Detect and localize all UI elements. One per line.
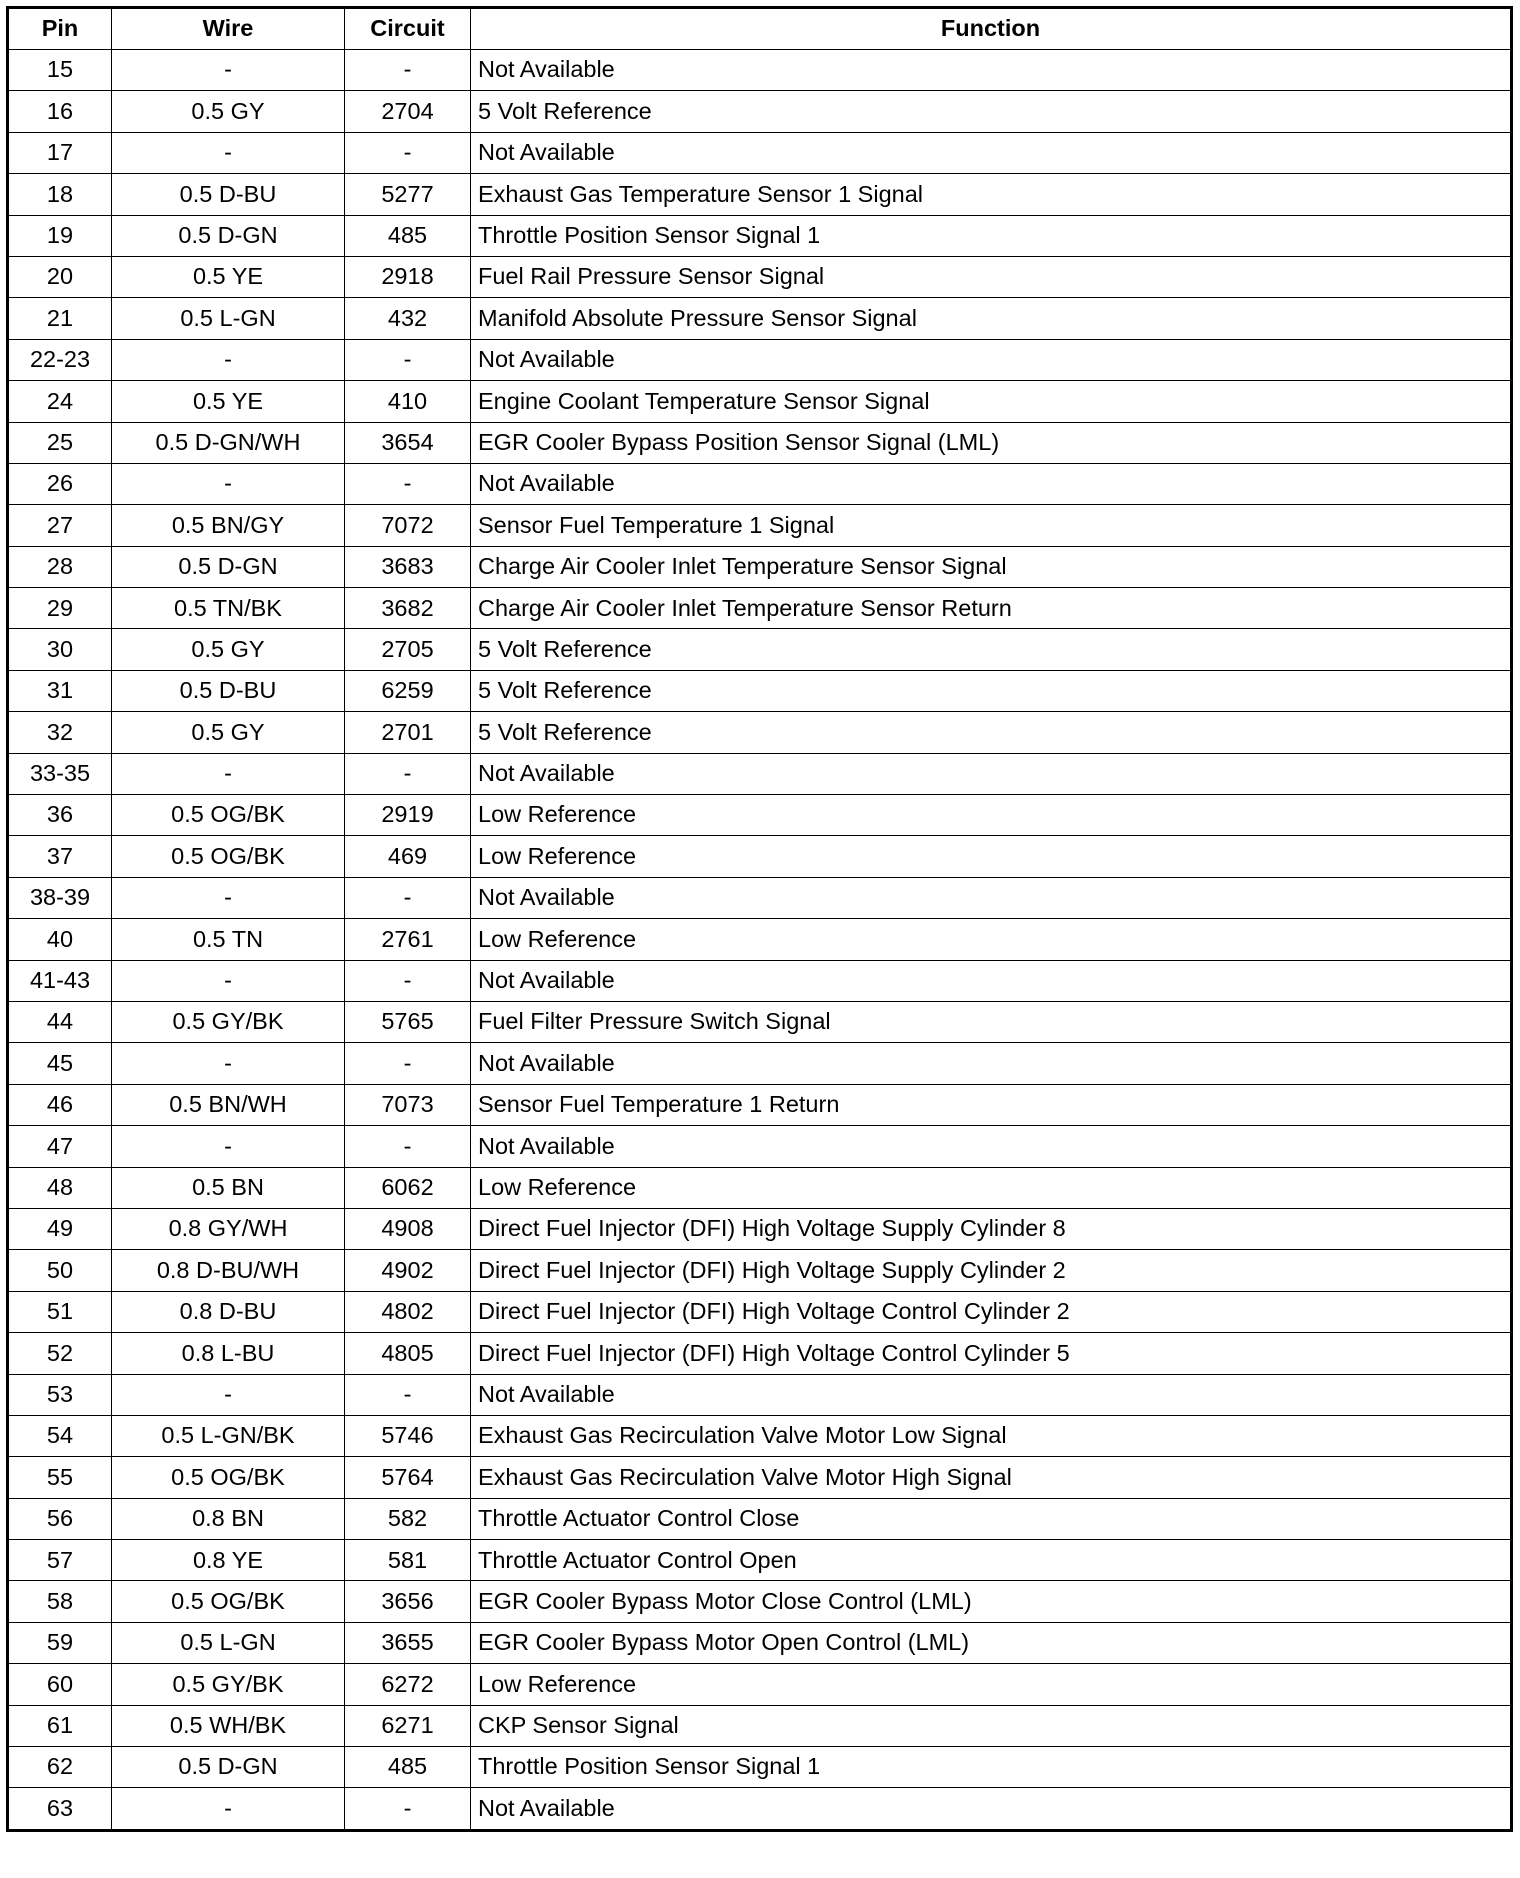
pin-cell: 50 bbox=[8, 1250, 112, 1291]
header-row bbox=[8, 8, 1512, 50]
column-header-pin: Pin bbox=[8, 8, 112, 50]
wire-cell: - bbox=[112, 463, 345, 504]
column-header-wire: Wire bbox=[112, 8, 345, 50]
function-cell: Low Reference bbox=[471, 1167, 1512, 1208]
table-row bbox=[8, 339, 1512, 380]
pin-cell: 52 bbox=[8, 1333, 112, 1374]
wire-cell: 0.5 GY bbox=[112, 91, 345, 132]
pin-cell: 25 bbox=[8, 422, 112, 463]
pin-cell: 20 bbox=[8, 256, 112, 297]
table-row bbox=[8, 505, 1512, 546]
pin-cell: 24 bbox=[8, 381, 112, 422]
pin-cell: 62 bbox=[8, 1747, 112, 1788]
pin-cell: 51 bbox=[8, 1291, 112, 1332]
table-row bbox=[8, 1167, 1512, 1208]
function-cell: Not Available bbox=[471, 339, 1512, 380]
wire-cell: 0.5 TN bbox=[112, 919, 345, 960]
circuit-cell: 2919 bbox=[345, 795, 471, 836]
wire-cell: 0.5 D-BU bbox=[112, 670, 345, 711]
circuit-cell: 3656 bbox=[345, 1581, 471, 1622]
circuit-cell: 7072 bbox=[345, 505, 471, 546]
column-header-function: Function bbox=[471, 8, 1512, 50]
wire-cell: 0.5 TN/BK bbox=[112, 588, 345, 629]
pin-cell: 54 bbox=[8, 1415, 112, 1456]
wire-cell: 0.8 D-BU bbox=[112, 1291, 345, 1332]
circuit-cell: 4805 bbox=[345, 1333, 471, 1374]
circuit-cell: - bbox=[345, 1788, 471, 1830]
table-row bbox=[8, 215, 1512, 256]
circuit-cell: 5764 bbox=[345, 1457, 471, 1498]
table-row bbox=[8, 960, 1512, 1001]
table-row bbox=[8, 1084, 1512, 1125]
wire-cell: 0.5 D-BU bbox=[112, 174, 345, 215]
table-row bbox=[8, 1622, 1512, 1663]
pin-cell: 26 bbox=[8, 463, 112, 504]
function-cell: Direct Fuel Injector (DFI) High Voltage Control Cylinder 5 bbox=[471, 1333, 1512, 1374]
pin-cell: 33-35 bbox=[8, 753, 112, 794]
pin-cell: 58 bbox=[8, 1581, 112, 1622]
table-row bbox=[8, 298, 1512, 339]
wire-cell: 0.5 D-GN bbox=[112, 1747, 345, 1788]
wire-cell: - bbox=[112, 753, 345, 794]
pin-cell: 47 bbox=[8, 1126, 112, 1167]
table-row bbox=[8, 1250, 1512, 1291]
table-row bbox=[8, 463, 1512, 504]
pin-cell: 49 bbox=[8, 1208, 112, 1249]
wire-cell: 0.8 YE bbox=[112, 1540, 345, 1581]
pin-cell: 46 bbox=[8, 1084, 112, 1125]
wire-cell: 0.5 OG/BK bbox=[112, 1457, 345, 1498]
function-cell: Not Available bbox=[471, 132, 1512, 173]
circuit-cell: - bbox=[345, 753, 471, 794]
circuit-cell: - bbox=[345, 463, 471, 504]
pin-cell: 32 bbox=[8, 712, 112, 753]
function-cell: Not Available bbox=[471, 1788, 1512, 1830]
table-row bbox=[8, 50, 1512, 91]
pin-cell: 40 bbox=[8, 919, 112, 960]
wire-cell: 0.5 GY/BK bbox=[112, 1001, 345, 1042]
circuit-cell: 4802 bbox=[345, 1291, 471, 1332]
function-cell: EGR Cooler Bypass Motor Open Control (LML) bbox=[471, 1622, 1512, 1663]
circuit-cell: 410 bbox=[345, 381, 471, 422]
circuit-cell: - bbox=[345, 960, 471, 1001]
table-row bbox=[8, 1664, 1512, 1705]
pin-cell: 22-23 bbox=[8, 339, 112, 380]
function-cell: Low Reference bbox=[471, 795, 1512, 836]
table-row bbox=[8, 629, 1512, 670]
circuit-cell: 7073 bbox=[345, 1084, 471, 1125]
function-cell: Throttle Position Sensor Signal 1 bbox=[471, 1747, 1512, 1788]
table-row bbox=[8, 1333, 1512, 1374]
table-row bbox=[8, 588, 1512, 629]
pin-cell: 28 bbox=[8, 546, 112, 587]
circuit-cell: 3654 bbox=[345, 422, 471, 463]
circuit-cell: 4902 bbox=[345, 1250, 471, 1291]
function-cell: Fuel Filter Pressure Switch Signal bbox=[471, 1001, 1512, 1042]
function-cell: EGR Cooler Bypass Motor Close Control (LML) bbox=[471, 1581, 1512, 1622]
function-cell: Charge Air Cooler Inlet Temperature Sensor Return bbox=[471, 588, 1512, 629]
pin-cell: 59 bbox=[8, 1622, 112, 1663]
wire-cell: - bbox=[112, 50, 345, 91]
circuit-cell: 5746 bbox=[345, 1415, 471, 1456]
wire-cell: 0.5 GY bbox=[112, 712, 345, 753]
wire-cell: - bbox=[112, 1788, 345, 1830]
function-cell: Not Available bbox=[471, 1043, 1512, 1084]
pin-cell: 36 bbox=[8, 795, 112, 836]
wire-cell: - bbox=[112, 1043, 345, 1084]
pin-cell: 60 bbox=[8, 1664, 112, 1705]
table-row bbox=[8, 877, 1512, 918]
wire-cell: - bbox=[112, 877, 345, 918]
connector-pinout-table bbox=[6, 6, 1513, 1832]
function-cell: Charge Air Cooler Inlet Temperature Sensor Signal bbox=[471, 546, 1512, 587]
circuit-cell: 2704 bbox=[345, 91, 471, 132]
table-row bbox=[8, 795, 1512, 836]
pin-cell: 15 bbox=[8, 50, 112, 91]
wire-cell: - bbox=[112, 1374, 345, 1415]
circuit-cell: 4908 bbox=[345, 1208, 471, 1249]
wire-cell: - bbox=[112, 132, 345, 173]
table-row bbox=[8, 1291, 1512, 1332]
pin-cell: 19 bbox=[8, 215, 112, 256]
pin-cell: 21 bbox=[8, 298, 112, 339]
wire-cell: 0.5 WH/BK bbox=[112, 1705, 345, 1746]
pin-cell: 38-39 bbox=[8, 877, 112, 918]
function-cell: 5 Volt Reference bbox=[471, 91, 1512, 132]
pin-cell: 37 bbox=[8, 836, 112, 877]
table-row bbox=[8, 753, 1512, 794]
function-cell: 5 Volt Reference bbox=[471, 712, 1512, 753]
function-cell: Not Available bbox=[471, 877, 1512, 918]
wire-cell: 0.5 BN/WH bbox=[112, 1084, 345, 1125]
function-cell: Not Available bbox=[471, 1374, 1512, 1415]
pin-cell: 44 bbox=[8, 1001, 112, 1042]
circuit-cell: 6062 bbox=[345, 1167, 471, 1208]
pin-cell: 55 bbox=[8, 1457, 112, 1498]
table-row bbox=[8, 381, 1512, 422]
wire-cell: 0.5 D-GN/WH bbox=[112, 422, 345, 463]
wire-cell: 0.5 OG/BK bbox=[112, 836, 345, 877]
function-cell: Direct Fuel Injector (DFI) High Voltage Control Cylinder 2 bbox=[471, 1291, 1512, 1332]
function-cell: Engine Coolant Temperature Sensor Signal bbox=[471, 381, 1512, 422]
function-cell: Not Available bbox=[471, 50, 1512, 91]
wire-cell: 0.5 L-GN bbox=[112, 1622, 345, 1663]
pin-cell: 30 bbox=[8, 629, 112, 670]
circuit-cell: 6272 bbox=[345, 1664, 471, 1705]
circuit-cell: 581 bbox=[345, 1540, 471, 1581]
pin-cell: 45 bbox=[8, 1043, 112, 1084]
wire-cell: 0.5 D-GN bbox=[112, 546, 345, 587]
wire-cell: 0.5 L-GN/BK bbox=[112, 1415, 345, 1456]
function-cell: CKP Sensor Signal bbox=[471, 1705, 1512, 1746]
pin-cell: 53 bbox=[8, 1374, 112, 1415]
function-cell: Fuel Rail Pressure Sensor Signal bbox=[471, 256, 1512, 297]
function-cell: Direct Fuel Injector (DFI) High Voltage Supply Cylinder 2 bbox=[471, 1250, 1512, 1291]
pin-cell: 56 bbox=[8, 1498, 112, 1539]
circuit-cell: 2918 bbox=[345, 256, 471, 297]
table-row bbox=[8, 1747, 1512, 1788]
circuit-cell: 2761 bbox=[345, 919, 471, 960]
circuit-cell: - bbox=[345, 50, 471, 91]
circuit-cell: - bbox=[345, 1374, 471, 1415]
function-cell: Direct Fuel Injector (DFI) High Voltage Supply Cylinder 8 bbox=[471, 1208, 1512, 1249]
function-cell: Low Reference bbox=[471, 1664, 1512, 1705]
function-cell: Exhaust Gas Recirculation Valve Motor Low Signal bbox=[471, 1415, 1512, 1456]
wire-cell: 0.8 D-BU/WH bbox=[112, 1250, 345, 1291]
table-row bbox=[8, 132, 1512, 173]
wire-cell: 0.8 GY/WH bbox=[112, 1208, 345, 1249]
wire-cell: 0.5 L-GN bbox=[112, 298, 345, 339]
wire-cell: 0.5 OG/BK bbox=[112, 795, 345, 836]
table-row bbox=[8, 670, 1512, 711]
wire-cell: 0.5 BN/GY bbox=[112, 505, 345, 546]
wire-cell: - bbox=[112, 1126, 345, 1167]
function-cell: Not Available bbox=[471, 1126, 1512, 1167]
function-cell: Not Available bbox=[471, 960, 1512, 1001]
circuit-cell: 3683 bbox=[345, 546, 471, 587]
circuit-cell: - bbox=[345, 877, 471, 918]
wire-cell: 0.5 D-GN bbox=[112, 215, 345, 256]
table-row bbox=[8, 919, 1512, 960]
function-cell: Exhaust Gas Recirculation Valve Motor High Signal bbox=[471, 1457, 1512, 1498]
table-row bbox=[8, 422, 1512, 463]
circuit-cell: 485 bbox=[345, 1747, 471, 1788]
table-row bbox=[8, 91, 1512, 132]
pin-cell: 48 bbox=[8, 1167, 112, 1208]
wire-cell: 0.5 YE bbox=[112, 256, 345, 297]
table-row bbox=[8, 174, 1512, 215]
function-cell: EGR Cooler Bypass Position Sensor Signal (LML) bbox=[471, 422, 1512, 463]
circuit-cell: - bbox=[345, 339, 471, 380]
table-row bbox=[8, 1208, 1512, 1249]
table-row bbox=[8, 1705, 1512, 1746]
function-cell: Sensor Fuel Temperature 1 Return bbox=[471, 1084, 1512, 1125]
circuit-cell: 582 bbox=[345, 1498, 471, 1539]
function-cell: Manifold Absolute Pressure Sensor Signal bbox=[471, 298, 1512, 339]
function-cell: 5 Volt Reference bbox=[471, 670, 1512, 711]
pin-cell: 63 bbox=[8, 1788, 112, 1830]
table-row bbox=[8, 1415, 1512, 1456]
table-row bbox=[8, 1126, 1512, 1167]
circuit-cell: 5277 bbox=[345, 174, 471, 215]
circuit-cell: 6259 bbox=[345, 670, 471, 711]
circuit-cell: 2701 bbox=[345, 712, 471, 753]
circuit-cell: - bbox=[345, 1126, 471, 1167]
table-row bbox=[8, 1457, 1512, 1498]
table-header bbox=[8, 8, 1512, 50]
wire-cell: - bbox=[112, 339, 345, 380]
function-cell: Throttle Actuator Control Close bbox=[471, 1498, 1512, 1539]
pin-cell: 29 bbox=[8, 588, 112, 629]
table-row bbox=[8, 1043, 1512, 1084]
function-cell: 5 Volt Reference bbox=[471, 629, 1512, 670]
table-row bbox=[8, 256, 1512, 297]
table-row bbox=[8, 546, 1512, 587]
table-row bbox=[8, 1540, 1512, 1581]
circuit-cell: 3655 bbox=[345, 1622, 471, 1663]
function-cell: Throttle Position Sensor Signal 1 bbox=[471, 215, 1512, 256]
circuit-cell: - bbox=[345, 132, 471, 173]
function-cell: Sensor Fuel Temperature 1 Signal bbox=[471, 505, 1512, 546]
table-body bbox=[8, 50, 1512, 1831]
table-row bbox=[8, 1498, 1512, 1539]
pin-cell: 16 bbox=[8, 91, 112, 132]
column-header-circuit: Circuit bbox=[345, 8, 471, 50]
pin-cell: 41-43 bbox=[8, 960, 112, 1001]
function-cell: Low Reference bbox=[471, 919, 1512, 960]
wire-cell: 0.5 OG/BK bbox=[112, 1581, 345, 1622]
table-row bbox=[8, 1374, 1512, 1415]
pin-cell: 17 bbox=[8, 132, 112, 173]
table-row bbox=[8, 1788, 1512, 1830]
table-row bbox=[8, 712, 1512, 753]
function-cell: Throttle Actuator Control Open bbox=[471, 1540, 1512, 1581]
function-cell: Low Reference bbox=[471, 836, 1512, 877]
circuit-cell: 5765 bbox=[345, 1001, 471, 1042]
wire-cell: 0.5 BN bbox=[112, 1167, 345, 1208]
wire-cell: 0.5 GY/BK bbox=[112, 1664, 345, 1705]
circuit-cell: 485 bbox=[345, 215, 471, 256]
function-cell: Not Available bbox=[471, 753, 1512, 794]
pin-cell: 61 bbox=[8, 1705, 112, 1746]
function-cell: Exhaust Gas Temperature Sensor 1 Signal bbox=[471, 174, 1512, 215]
table-row bbox=[8, 836, 1512, 877]
circuit-cell: 469 bbox=[345, 836, 471, 877]
pin-cell: 27 bbox=[8, 505, 112, 546]
circuit-cell: 432 bbox=[345, 298, 471, 339]
circuit-cell: 6271 bbox=[345, 1705, 471, 1746]
pin-cell: 31 bbox=[8, 670, 112, 711]
function-cell: Not Available bbox=[471, 463, 1512, 504]
wire-cell: 0.8 BN bbox=[112, 1498, 345, 1539]
circuit-cell: 3682 bbox=[345, 588, 471, 629]
wire-cell: 0.5 YE bbox=[112, 381, 345, 422]
wire-cell: 0.8 L-BU bbox=[112, 1333, 345, 1374]
table-row bbox=[8, 1581, 1512, 1622]
pin-cell: 57 bbox=[8, 1540, 112, 1581]
wire-cell: - bbox=[112, 960, 345, 1001]
circuit-cell: - bbox=[345, 1043, 471, 1084]
pin-cell: 18 bbox=[8, 174, 112, 215]
wire-cell: 0.5 GY bbox=[112, 629, 345, 670]
table-row bbox=[8, 1001, 1512, 1042]
circuit-cell: 2705 bbox=[345, 629, 471, 670]
